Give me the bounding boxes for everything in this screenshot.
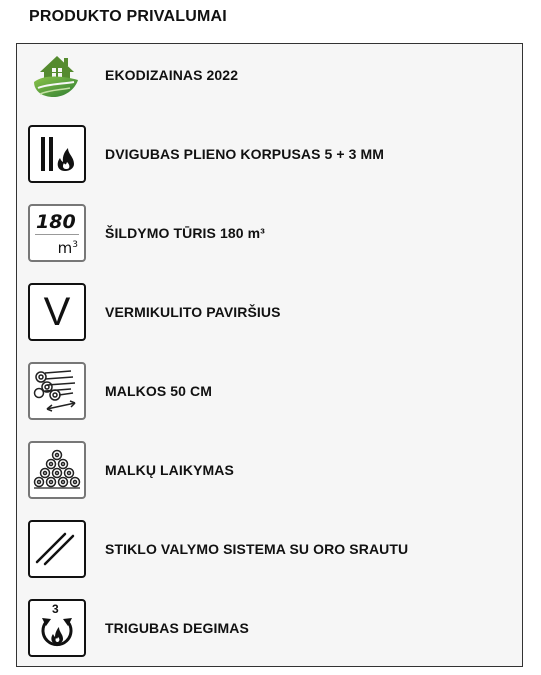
glass-airwash-icon — [28, 520, 86, 578]
firewood-storage-icon — [28, 441, 86, 499]
vermiculite-letter: V — [43, 290, 71, 334]
feature-row-ecodesign — [28, 44, 508, 106]
feature-label: MALKŲ LAIKYMAS — [105, 462, 234, 478]
combustion-count-superscript: 3 — [52, 602, 59, 616]
feature-label: DVIGUBAS PLIENO KORPUSAS 5 + 3 MM — [105, 146, 385, 162]
feature-row-heating-volume — [28, 202, 508, 264]
feature-row-triple-combustion — [28, 597, 508, 659]
feature-row-firewood-storage — [28, 439, 508, 501]
double-steel-body-flame-icon — [28, 125, 86, 183]
feature-label: EKODIZAINAS 2022 — [105, 67, 239, 83]
volume-number-text: 180 — [36, 211, 76, 233]
volume-unit-text: $m^3$ — [57, 239, 78, 257]
triple-combustion-icon — [28, 599, 86, 657]
feature-label: ŠILDYMO TŪRIS 180 m³ — [105, 225, 265, 241]
feature-label: MALKOS 50 CM — [105, 383, 212, 399]
section-title: PRODUKTO PRIVALUMAI — [29, 8, 227, 25]
feature-row-steel-body — [28, 123, 508, 185]
features-panel — [16, 43, 523, 667]
feature-row-vermiculite — [28, 281, 508, 343]
feature-label: STIKLO VALYMO SISTEMA SU ORO SRAUTU — [105, 541, 409, 557]
feature-label: TRIGUBAS DEGIMAS — [105, 620, 249, 636]
vermiculite-v-icon — [28, 283, 86, 341]
heating-volume-180-m3-icon — [28, 204, 86, 262]
eco-house-leaf-icon — [28, 46, 86, 104]
firewood-length-icon — [28, 362, 86, 420]
feature-label: VERMIKULITO PAVIRŠIUS — [105, 304, 281, 320]
feature-row-glass-airwash — [28, 518, 508, 580]
feature-row-firewood-length — [28, 360, 508, 422]
